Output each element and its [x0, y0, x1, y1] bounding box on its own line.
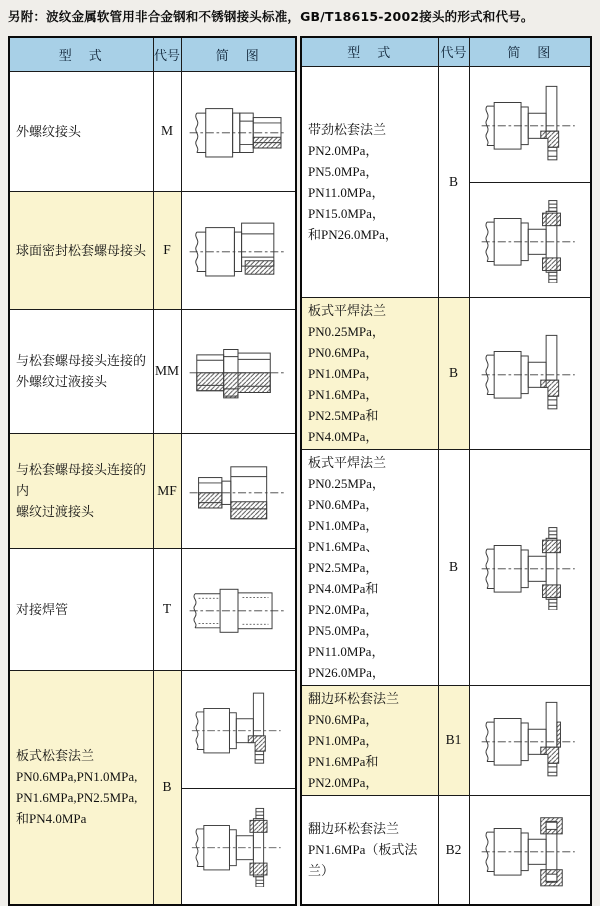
- fitting-type-label: 球面密封松套螺母接头: [16, 242, 147, 258]
- column-header-type: 型 式: [301, 37, 438, 66]
- fitting-code: B2: [438, 795, 469, 905]
- butt-weld-pipe-diagram: [186, 566, 290, 652]
- fitting-code: B: [438, 66, 469, 297]
- fitting-pressure-rating: PN1.0MPa，PN1.6MPa，: [308, 365, 379, 402]
- table-row: [301, 449, 591, 685]
- fitting-pressure-rating: PN2.0MPa，PN5.0MPa，: [308, 601, 379, 638]
- external-thread-fitting-diagram: [186, 88, 290, 174]
- lapped-ring-loose-flange-diagram: [478, 697, 582, 783]
- fitting-pressure-rating: PN0.25MPa，PN0.6MPa，: [308, 323, 385, 360]
- fitting-type-label: 与松套螺母接头连接的内: [16, 462, 147, 499]
- fitting-pressure-rating: PN0.6MPa,PN1.0MPa,: [16, 769, 138, 785]
- neck-loose-flange-diagram-top: [478, 81, 582, 167]
- plate-loose-flange-diagram-bottom: [186, 805, 290, 887]
- neck-loose-flange-diagram-bottom: [478, 197, 582, 283]
- fitting-pressure-rating: PN1.6MPa（板式法兰）: [308, 842, 418, 879]
- fitting-type-label: 与松套螺母接头连接的: [16, 353, 147, 369]
- fitting-code: B1: [438, 685, 469, 795]
- table-row: [9, 670, 296, 788]
- fitting-code: MF: [153, 433, 181, 549]
- column-header-type: 型 式: [9, 37, 153, 72]
- fitting-type-label: 对接焊管: [16, 601, 69, 617]
- column-header-code: 代号: [438, 37, 469, 66]
- table-row: [301, 795, 591, 905]
- table-row: [9, 72, 296, 191]
- fitting-type-label: 板式平焊法兰: [308, 454, 387, 470]
- column-header-diagram: 简 图: [469, 37, 591, 66]
- fitting-table-left: [8, 36, 297, 906]
- plate-weld-flange-section-diagram: [478, 524, 582, 610]
- fitting-code: F: [153, 191, 181, 309]
- fitting-code: T: [153, 549, 181, 671]
- table-row: [301, 66, 591, 182]
- fitting-pressure-rating: PN1.6MPa和PN2.0MPa，: [308, 753, 379, 790]
- fitting-pressure-rating: PN2.0MPa，PN5.0MPa，: [308, 142, 379, 179]
- fitting-pressure-rating: 和PN4.0MPa: [16, 811, 87, 827]
- fitting-pressure-rating: PN11.0MPa，PN26.0MPa，: [308, 643, 385, 680]
- male-female-adapter-diagram: [186, 448, 290, 534]
- table-header-row: [301, 37, 591, 66]
- fitting-type-label: 外螺纹过液接头: [16, 374, 108, 390]
- table-row: [9, 191, 296, 309]
- fitting-type-label: 螺纹过渡接头: [16, 504, 95, 520]
- plate-weld-flange-diagram: [478, 330, 582, 416]
- fitting-type-label: 翻边环松套法兰: [308, 821, 400, 837]
- table-row: [301, 297, 591, 449]
- column-header-diagram: 简 图: [181, 37, 296, 72]
- lapped-ring-plate-flange-diagram: [478, 807, 582, 893]
- male-male-adapter-diagram: [186, 328, 290, 414]
- fitting-code: B: [438, 449, 469, 685]
- table-row: [9, 433, 296, 549]
- fitting-tables: [8, 36, 592, 906]
- fitting-pressure-rating: PN0.6MPa，PN1.0MPa，: [308, 711, 379, 748]
- fitting-pressure-rating: PN11.0MPa，PN15.0MPa，: [308, 184, 385, 221]
- plate-loose-flange-diagram-top: [186, 688, 290, 770]
- fitting-pressure-rating: PN2.5MPa和PN4.0MPa，: [308, 407, 379, 444]
- fitting-code: MM: [153, 309, 181, 433]
- table-row: [301, 685, 591, 795]
- fitting-pressure-rating: 和PN26.0MPa，: [308, 226, 398, 242]
- fitting-type-label: 带劲松套法兰: [308, 121, 387, 137]
- fitting-pressure-rating: PN1.6MPa,PN2.5MPa,: [16, 790, 138, 806]
- fitting-pressure-rating: PN2.5MPa，PN4.0MPa和: [308, 559, 379, 596]
- table-row: [9, 549, 296, 671]
- fitting-type-label: 外螺纹接头: [16, 123, 82, 139]
- table-header-row: [9, 37, 296, 72]
- fitting-code: B: [438, 297, 469, 449]
- page-title: 另附：波纹金属软管用非合金钢和不锈钢接头标准，GB/T18615-2002接头的形式和代号。: [8, 9, 534, 24]
- fitting-type-label: 翻边环松套法兰: [308, 690, 400, 706]
- fitting-pressure-rating: PN1.0MPa，PN1.6MPa、: [308, 517, 379, 554]
- table-row: [9, 309, 296, 433]
- fitting-table-right: [300, 36, 592, 906]
- column-header-code: 代号: [153, 37, 181, 72]
- fitting-type-label: 板式松套法兰: [16, 748, 95, 764]
- fitting-type-label: 板式平焊法兰: [308, 302, 387, 318]
- fitting-code: B: [153, 670, 181, 905]
- spherical-seal-loose-nut-fitting-diagram: [186, 207, 290, 293]
- fitting-code: M: [153, 72, 181, 191]
- fitting-pressure-rating: PN0.25MPa，PN0.6MPa，: [308, 475, 385, 512]
